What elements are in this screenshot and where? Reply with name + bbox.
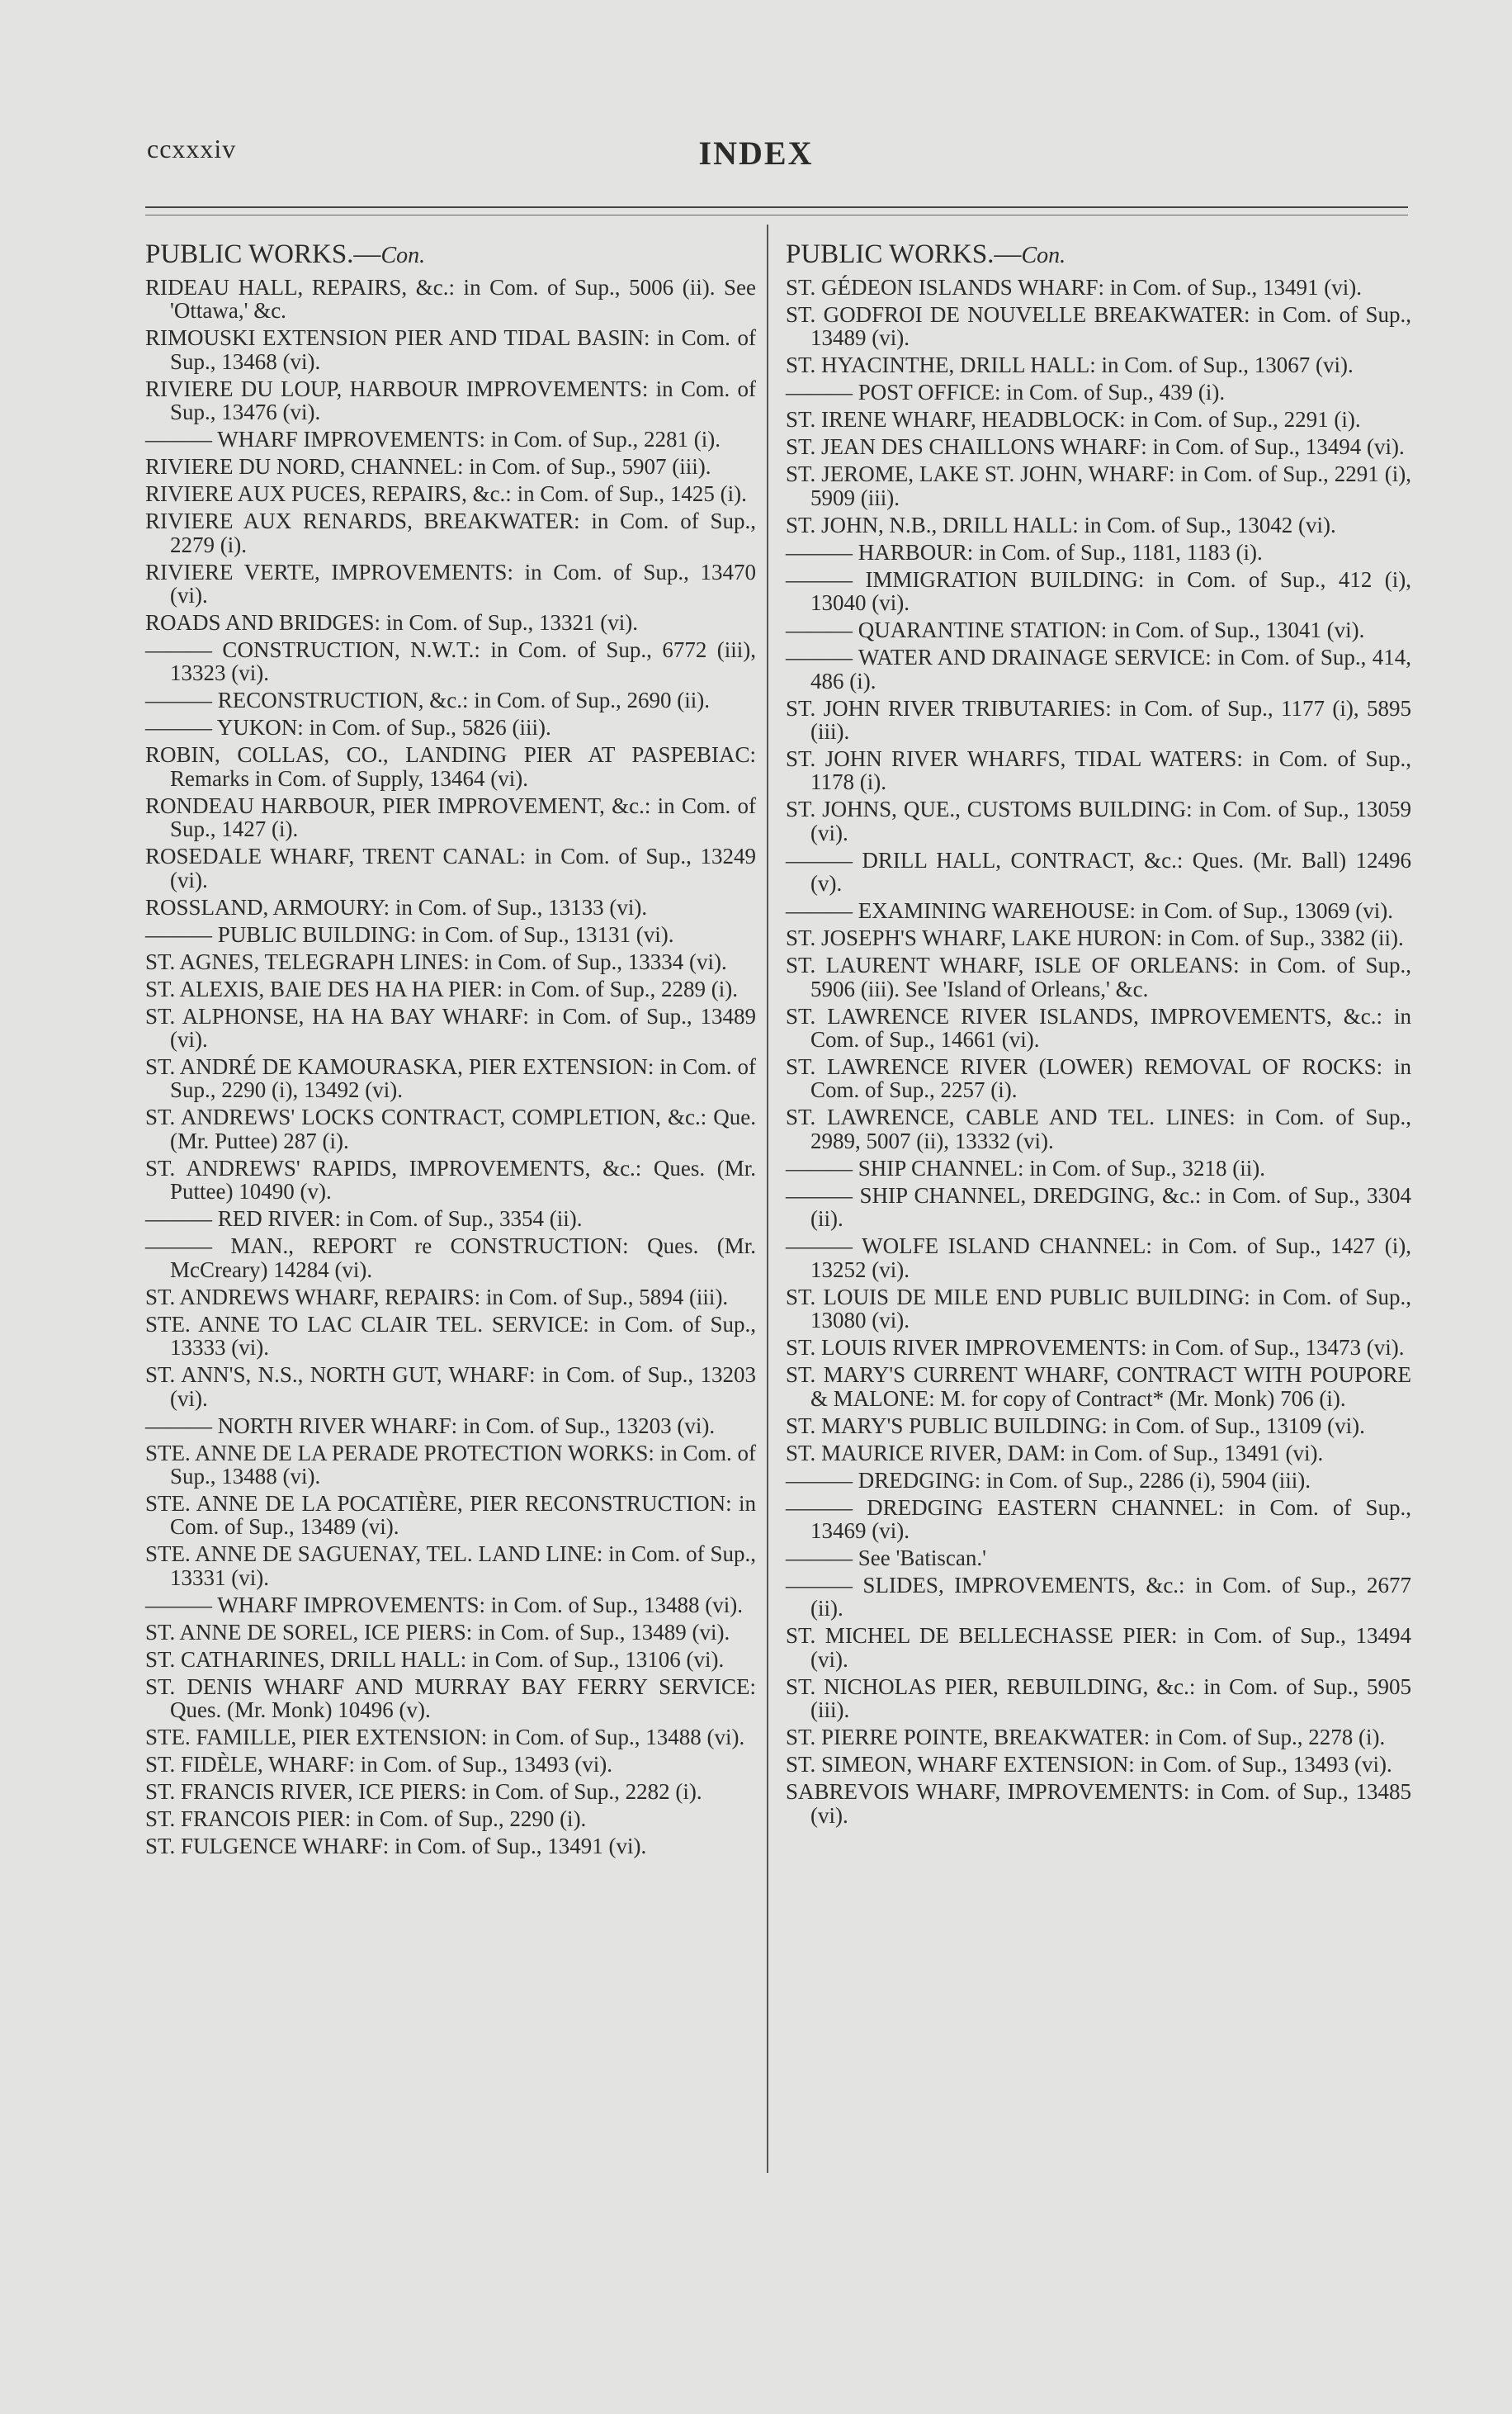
index-entry: ST. FRANCOIS PIER: in Com. of Sup., 2290 (i). bbox=[145, 1806, 587, 1832]
index-entry: ROSSLAND, ARMOURY: in Com. of Sup., 13133 (vi). bbox=[145, 894, 648, 920]
index-entry: ——— MAN., REPORT re CONSTRUCTION: Ques. (Mr. McCreary) 14284 (vi). bbox=[145, 1233, 756, 1282]
index-entry: ST. MARY'S CURRENT WHARF, CONTRACT WITH POUPORE & MALONE: M. for copy of Contract* (Mr. Monk) 706 (i). bbox=[786, 1362, 1411, 1411]
index-entry: ST. FRANCIS RIVER, ICE PIERS: in Com. of Sup., 2282 (i). bbox=[145, 1779, 702, 1805]
header-rule bbox=[145, 206, 1408, 208]
index-entry: ——— WHARF IMPROVEMENTS: in Com. of Sup., 2281 (i). bbox=[145, 427, 721, 452]
column-heading bbox=[786, 239, 1411, 271]
index-entry: ——— DRILL HALL, CONTRACT, &c.: Ques. (Mr. Ball) 12496 (v). bbox=[786, 847, 1411, 897]
entry-list bbox=[786, 276, 1411, 1827]
index-entry: ST. JOHN RIVER WHARFS, TIDAL WATERS: in Com. of Sup., 1178 (i). bbox=[786, 746, 1411, 795]
index-entry: ——— WATER AND DRAINAGE SERVICE: in Com. of Sup., 414, 486 (i). bbox=[786, 645, 1411, 693]
index-entry: ——— See 'Batiscan.' bbox=[786, 1545, 986, 1570]
index-entry: ——— POST OFFICE: in Com. of Sup., 439 (i). bbox=[786, 380, 1226, 405]
index-entry: ST. ANDREWS' LOCKS CONTRACT, COMPLETION, &c.: Que. (Mr. Puttee) 287 (i). bbox=[145, 1105, 756, 1153]
entry-list bbox=[145, 276, 756, 1858]
index-entry: ST. HYACINTHE, DRILL HALL: in Com. of Sup., 13067 (vi). bbox=[786, 353, 1354, 378]
index-entry: ST. JOHNS, QUE., CUSTOMS BUILDING: in Com. of Sup., 13059 (vi). bbox=[786, 797, 1411, 845]
index-entry: RIVIERE AUX RENARDS, BREAKWATER: in Com. of Sup., 2279 (i). bbox=[145, 509, 756, 557]
index-entry: ST. JOHN, N.B., DRILL HALL: in Com. of Sup., 13042 (vi). bbox=[786, 512, 1336, 537]
index-entry: ST. ALPHONSE, HA HA BAY WHARF: in Com. of Sup., 13489 (vi). bbox=[145, 1003, 756, 1053]
index-entry: ——— IMMIGRATION BUILDING: in Com. of Sup., 412 (i), 13040 (vi). bbox=[786, 566, 1411, 616]
index-entry: RIMOUSKI EXTENSION PIER AND TIDAL BASIN: in Com. of Sup., 13468 (vi). bbox=[145, 325, 756, 374]
index-entry: ST. LAWRENCE RIVER (LOWER) REMOVAL OF ROCKS: in Com. of Sup., 2257 (i). bbox=[786, 1054, 1411, 1103]
index-entry: ——— NORTH RIVER WHARF: in Com. of Sup., 13203 (vi). bbox=[145, 1413, 716, 1438]
index-entry: STE. ANNE DE LA PERADE PROTECTION WORKS: in Com. of Sup., 13488 (vi). bbox=[145, 1440, 756, 1489]
index-entry: RIDEAU HALL, REPAIRS, &c.: in Com. of Sup., 5006 (ii). See 'Ottawa,' &c. bbox=[145, 275, 756, 324]
index-entry: ——— SHIP CHANNEL, DREDGING, &c.: in Com. of Sup., 3304 (ii). bbox=[786, 1182, 1411, 1232]
page-number: ccxxxiv bbox=[147, 134, 237, 163]
index-entry: ST. JEROME, LAKE ST. JOHN, WHARF: in Com. of Sup., 2291 (i), 5909 (iii). bbox=[786, 462, 1411, 510]
index-entry: ROSEDALE WHARF, TRENT CANAL: in Com. of Sup., 13249 (vi). bbox=[145, 844, 756, 892]
index-entry: ST. DENIS WHARF AND MURRAY BAY FERRY SERVICE: Ques. (Mr. Monk) 10496 (v). bbox=[145, 1673, 756, 1723]
index-entry: ST. ANDREWS WHARF, REPAIRS: in Com. of Sup., 5894 (iii). bbox=[145, 1284, 729, 1309]
index-entry: ST. LAWRENCE RIVER ISLANDS, IMPROVEMENTS, &c.: in Com. of Sup., 14661 (vi). bbox=[786, 1003, 1411, 1053]
index-entry: ——— YUKON: in Com. of Sup., 5826 (iii). bbox=[145, 715, 551, 741]
index-entry: ST. CATHARINES, DRILL HALL: in Com. of Sup., 13106 (vi). bbox=[145, 1646, 725, 1672]
index-entry: ——— DREDGING EASTERN CHANNEL: in Com. of Sup., 13469 (vi). bbox=[786, 1494, 1411, 1543]
index-entry: ST. LOUIS DE MILE END PUBLIC BUILDING: in Com. of Sup., 13080 (vi). bbox=[786, 1284, 1411, 1333]
heading-text: PUBLIC WORKS.— bbox=[786, 239, 1022, 269]
index-entry: ——— CONSTRUCTION, N.W.T.: in Com. of Sup., 6772 (iii), 13323 (vi). bbox=[145, 637, 756, 686]
column-heading bbox=[145, 239, 756, 271]
index-entry: ST. AGNES, TELEGRAPH LINES: in Com. of Sup., 13334 (vi). bbox=[145, 949, 727, 974]
index-entry: ST. SIMEON, WHARF EXTENSION: in Com. of Sup., 13493 (vi). bbox=[786, 1752, 1392, 1777]
index-entry: ST. JEAN DES CHAILLONS WHARF: in Com. of Sup., 13494 (vi). bbox=[786, 434, 1405, 460]
index-entry: ——— WHARF IMPROVEMENTS: in Com. of Sup., 13488 (vi). bbox=[145, 1592, 744, 1617]
index-entry: ——— SHIP CHANNEL: in Com. of Sup., 3218 (ii). bbox=[786, 1155, 1266, 1181]
right-column bbox=[786, 239, 1411, 1831]
heading-suffix: Con. bbox=[380, 243, 426, 268]
index-entry: RIVIERE VERTE, IMPROVEMENTS: in Com. of Sup., 13470 (vi). bbox=[145, 559, 756, 608]
index-entry: ——— SLIDES, IMPROVEMENTS, &c.: in Com. of Sup., 2677 (ii). bbox=[786, 1572, 1411, 1621]
index-entry: ST. FIDÈLE, WHARF: in Com. of Sup., 13493 (vi). bbox=[145, 1752, 613, 1777]
column-divider bbox=[767, 225, 768, 2173]
index-entry: ST. MARY'S PUBLIC BUILDING: in Com. of Sup., 13109 (vi). bbox=[786, 1413, 1365, 1438]
index-entry: STE. FAMILLE, PIER EXTENSION: in Com. of Sup., 13488 (vi). bbox=[145, 1725, 745, 1750]
index-entry: ——— EXAMINING WAREHOUSE: in Com. of Sup., 13069 (vi). bbox=[786, 898, 1393, 924]
index-entry: ST. JOHN RIVER TRIBUTARIES: in Com. of Sup., 1177 (i), 5895 (iii). bbox=[786, 695, 1411, 745]
index-entry: ST. LOUIS RIVER IMPROVEMENTS: in Com. of Sup., 13473 (vi). bbox=[786, 1335, 1405, 1361]
index-entry: ST. IRENE WHARF, HEADBLOCK: in Com. of Sup., 2291 (i). bbox=[786, 407, 1361, 433]
index-entry: ST. MICHEL DE BELLECHASSE PIER: in Com. of Sup., 13494 (vi). bbox=[786, 1623, 1411, 1672]
index-entry: ST. ANNE DE SOREL, ICE PIERS: in Com. of Sup., 13489 (vi). bbox=[145, 1619, 730, 1645]
index-entry: ST. GÉDEON ISLANDS WHARF: in Com. of Sup., 13491 (vi). bbox=[786, 275, 1363, 300]
index-entry: ST. FULGENCE WHARF: in Com. of Sup., 13491 (vi). bbox=[145, 1834, 647, 1859]
index-entry: ROADS AND BRIDGES: in Com. of Sup., 13321 (vi). bbox=[145, 610, 639, 636]
index-entry: ROBIN, COLLAS, CO., LANDING PIER AT PASPEBIAC: Remarks in Com. of Supply, 13464 (vi). bbox=[145, 742, 756, 791]
heading-suffix: Con. bbox=[1021, 243, 1066, 268]
heading-text: PUBLIC WORKS.— bbox=[145, 239, 381, 269]
index-entry: RONDEAU HARBOUR, PIER IMPROVEMENT, &c.: in Com. of Sup., 1427 (i). bbox=[145, 793, 756, 842]
index-entry: ST. NICHOLAS PIER, REBUILDING, &c.: in Com. of Sup., 5905 (iii). bbox=[786, 1673, 1411, 1723]
index-entry: ST. ANN'S, N.S., NORTH GUT, WHARF: in Com. of Sup., 13203 (vi). bbox=[145, 1362, 756, 1411]
index-entry: STE. ANNE TO LAC CLAIR TEL. SERVICE: in Com. of Sup., 13333 (vi). bbox=[145, 1311, 756, 1361]
index-entry: ST. JOSEPH'S WHARF, LAKE HURON: in Com. of Sup., 3382 (ii). bbox=[786, 925, 1404, 951]
index-entry: ——— QUARANTINE STATION: in Com. of Sup., 13041 (vi). bbox=[786, 618, 1365, 643]
index-entry: ——— RED RIVER: in Com. of Sup., 3354 (ii). bbox=[145, 1206, 583, 1232]
index-entry: ST. LAURENT WHARF, ISLE OF ORLEANS: in Com. of Sup., 5906 (iii). See 'Island of Orleans,' &c. bbox=[786, 953, 1411, 1001]
page-title: INDEX bbox=[698, 135, 814, 172]
index-entry: ST. LAWRENCE, CABLE AND TEL. LINES: in Com. of Sup., 2989, 5007 (ii), 13332 (vi). bbox=[786, 1105, 1411, 1153]
index-entry: ——— WOLFE ISLAND CHANNEL: in Com. of Sup., 1427 (i), 13252 (vi). bbox=[786, 1233, 1411, 1282]
index-entry: ST. ANDREWS' RAPIDS, IMPROVEMENTS, &c.: Ques. (Mr. Puttee) 10490 (v). bbox=[145, 1155, 756, 1205]
left-column bbox=[145, 239, 756, 1862]
index-entry: RIVIERE DU LOUP, HARBOUR IMPROVEMENTS: in Com. of Sup., 13476 (vi). bbox=[145, 376, 756, 425]
index-entry: ——— RECONSTRUCTION, &c.: in Com. of Sup., 2690 (ii). bbox=[145, 688, 711, 713]
index-entry: STE. ANNE DE LA POCATIÈRE, PIER RECONSTRUCTION: in Com. of Sup., 13489 (vi). bbox=[145, 1490, 756, 1540]
index-entry: ——— PUBLIC BUILDING: in Com. of Sup., 13131 (vi). bbox=[145, 921, 674, 947]
index-entry: ST. PIERRE POINTE, BREAKWATER: in Com. of Sup., 2278 (i). bbox=[786, 1725, 1386, 1750]
index-entry: ST. ANDRÉ DE KAMOURASKA, PIER EXTENSION: in Com. of Sup., 2290 (i), 13492 (vi). bbox=[145, 1054, 756, 1103]
index-entry: ST. MAURICE RIVER, DAM: in Com. of Sup., 13491 (vi). bbox=[786, 1440, 1324, 1465]
index-entry: STE. ANNE DE SAGUENAY, TEL. LAND LINE: in Com. of Sup., 13331 (vi). bbox=[145, 1541, 756, 1590]
index-entry: ——— DREDGING: in Com. of Sup., 2286 (i), 5904 (iii). bbox=[786, 1467, 1311, 1493]
index-entry: RIVIERE AUX PUCES, REPAIRS, &c.: in Com. of Sup., 1425 (i). bbox=[145, 481, 747, 507]
index-entry: SABREVOIS WHARF, IMPROVEMENTS: in Com. of Sup., 13485 (vi). bbox=[786, 1779, 1411, 1828]
index-entry: ST. GODFROI DE NOUVELLE BREAKWATER: in Com. of Sup., 13489 (vi). bbox=[786, 302, 1411, 351]
index-entry: RIVIERE DU NORD, CHANNEL: in Com. of Sup., 5907 (iii). bbox=[145, 454, 711, 480]
index-entry: ——— HARBOUR: in Com. of Sup., 1181, 1183 (i). bbox=[786, 539, 1263, 565]
index-entry: ST. ALEXIS, BAIE DES HA HA PIER: in Com. of Sup., 2289 (i). bbox=[145, 976, 739, 1001]
